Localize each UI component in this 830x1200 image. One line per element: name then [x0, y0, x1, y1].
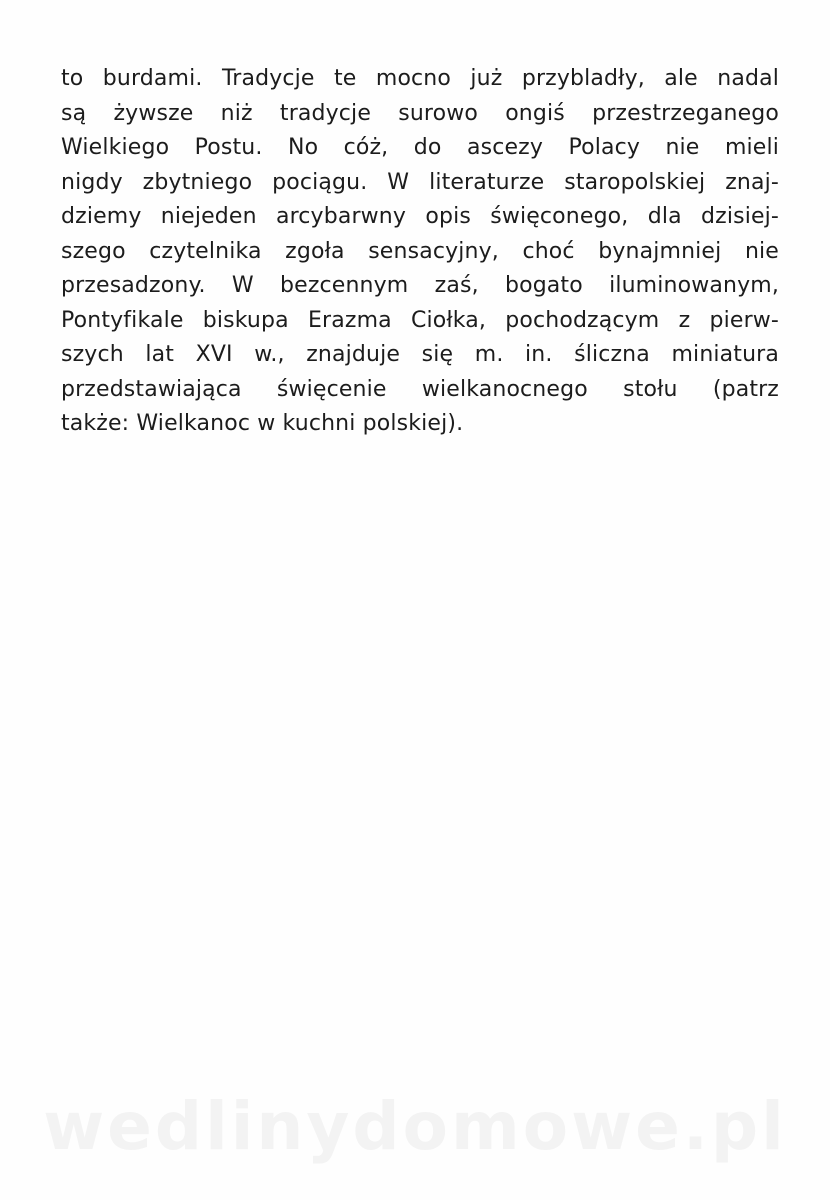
text-line: dziemy niejeden arcybarwny opis święconego, dla dzisiej- [61, 204, 779, 229]
text-line: szych lat XVI w., znajduje się m. in. śliczna miniatura [61, 342, 779, 367]
text-line: Wielkiego Postu. No cóż, do ascezy Polacy nie mieli [61, 135, 779, 160]
text-line: to burdami. Tradycje te mocno już przybladły, ale nadal [61, 66, 779, 91]
text-line: szego czytelnika zgoła sensacyjny, choć bynajmniej nie [61, 238, 779, 264]
text-line: także: Wielkanoc w kuchni polskiej). [61, 411, 464, 436]
text-line: Pontyfikale biskupa Erazma Ciołka, pochodzącym z pierw- [61, 307, 779, 333]
text-line: przesadzony. W bezcennym zaś, bogato iluminowanym, [61, 273, 779, 298]
text-line: są żywsze niż tradycje surowo ongiś przestrzeganego [61, 100, 779, 126]
watermark: wedlinydomowe.pl [43, 1088, 787, 1165]
body-paragraph [61, 62, 779, 442]
text-line: nigdy zbytniego pociągu. W literaturze staropolskiej znaj- [61, 169, 779, 195]
text-line: przedstawiająca święcenie wielkanocnego stołu (patrz [61, 376, 779, 402]
